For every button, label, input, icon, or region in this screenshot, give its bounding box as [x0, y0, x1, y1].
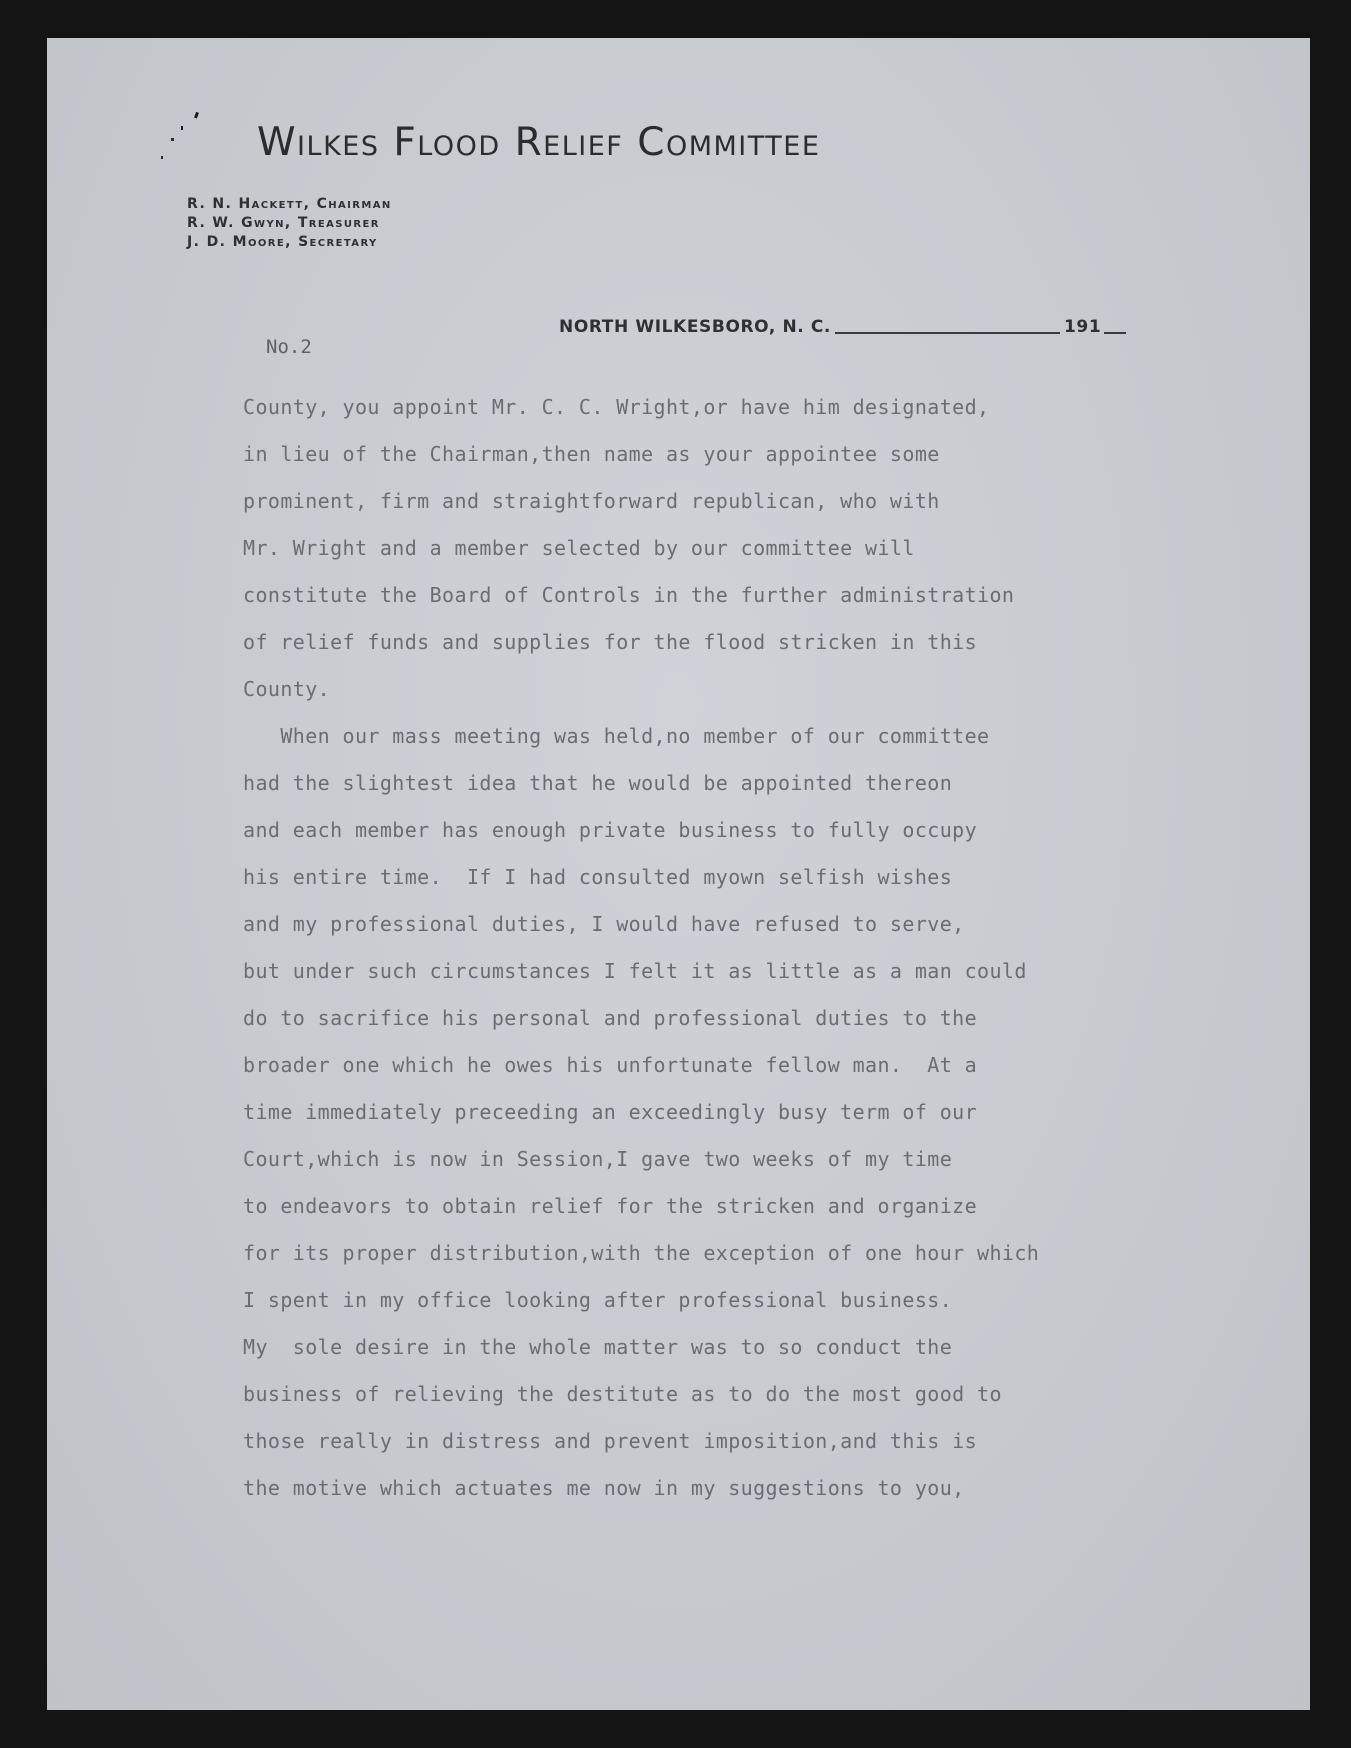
- body-line: I spent in my office looking after professional business.: [243, 1288, 953, 1312]
- body-line: Mr. Wright and a member selected by our committee will: [243, 536, 915, 560]
- officer-secretary: J. D. Moore, Secretary: [187, 234, 378, 250]
- body-line: of relief funds and supplies for the flood stricken in this: [243, 630, 978, 654]
- letter-page: [47, 38, 1310, 1710]
- body-line: time immediately preceeding an exceedingly busy term of our: [243, 1100, 978, 1124]
- body-line: County.: [243, 677, 331, 701]
- place-name: NORTH WILKESBORO, N. C.: [559, 317, 831, 337]
- officers-list: [187, 195, 392, 252]
- body-line: to endeavors to obtain relief for the stricken and organize: [243, 1194, 978, 1218]
- officer-treasurer: R. W. Gwyn, Treasurer: [187, 215, 380, 231]
- body-line: My sole desire in the whole matter was to so conduct the: [243, 1335, 953, 1359]
- body-line: but under such circumstances I felt it as little as a man could: [243, 959, 1027, 983]
- body-line: business of relieving the destitute as to do the most good to: [243, 1382, 1002, 1406]
- body-line: the motive which actuates me now in my suggestions to you,: [243, 1476, 965, 1500]
- body-line: had the slightest idea that he would be appointed thereon: [243, 771, 953, 795]
- body-line: those really in distress and prevent imposition,and this is: [243, 1429, 978, 1453]
- date-blank: [835, 331, 1060, 334]
- letter-body: [243, 384, 1283, 1512]
- body-line: prominent, firm and straightforward republican, who with: [243, 489, 940, 513]
- body-line: and each member has enough private business to fully occupy: [243, 818, 978, 842]
- year-blank: [1104, 331, 1126, 334]
- body-line: for its proper distribution,with the exception of one hour which: [243, 1241, 1040, 1265]
- place-date-line: [559, 317, 1126, 337]
- body-line: broader one which he owes his unfortunate fellow man. At a: [243, 1053, 978, 1077]
- body-line: When our mass meeting was held,no member of our committee: [243, 724, 990, 748]
- body-line: do to sacrifice his personal and professional duties to the: [243, 1006, 978, 1030]
- body-line: and my professional duties, I would have refused to serve,: [243, 912, 965, 936]
- page-number: No.2: [266, 336, 312, 358]
- body-line: his entire time. If I had consulted myown selfish wishes: [243, 865, 953, 889]
- letterhead-title: Wilkes Flood Relief Committee: [257, 120, 821, 165]
- year-prefix: 191: [1063, 317, 1102, 337]
- officer-chairman: R. N. Hackett, Chairman: [187, 196, 392, 212]
- ink-specks: [157, 108, 217, 168]
- body-line: County, you appoint Mr. C. C. Wright,or have him designated,: [243, 395, 990, 419]
- body-line: in lieu of the Chairman,then name as your appointee some: [243, 442, 940, 466]
- body-line: constitute the Board of Controls in the further administration: [243, 583, 1015, 607]
- body-line: Court,which is now in Session,I gave two weeks of my time: [243, 1147, 953, 1171]
